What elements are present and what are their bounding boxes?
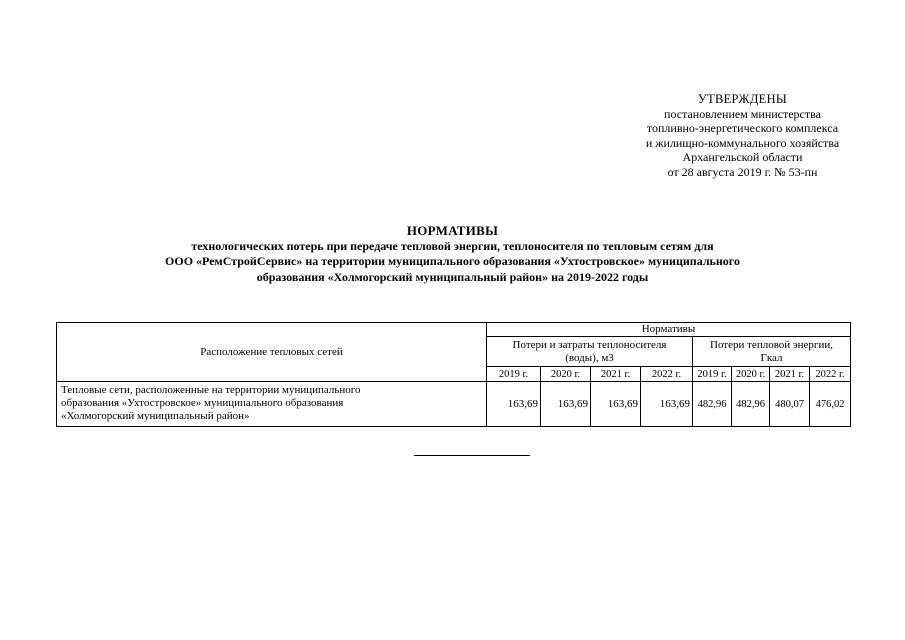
water-value-cell: 163,69 <box>487 382 541 427</box>
heat-loss-header-line: Гкал <box>760 351 783 364</box>
water-loss-header <box>487 337 693 367</box>
header-row-norms <box>57 323 851 337</box>
water-value-cell: 163,69 <box>641 382 693 427</box>
heat-loss-header-line: Потери тепловой энергии, <box>710 338 833 351</box>
water-loss-header-line: Потери и затраты теплоносителя <box>512 338 667 351</box>
table-row <box>57 382 851 427</box>
year-header: 2020 г. <box>732 367 770 382</box>
year-header: 2021 г. <box>770 367 810 382</box>
year-header: 2021 г. <box>591 367 641 382</box>
water-value-cell: 163,69 <box>541 382 591 427</box>
year-header: 2019 г. <box>693 367 732 382</box>
approval-date-line: от 28 августа 2019 г. № 53-пн <box>667 164 818 179</box>
year-header: 2020 г. <box>541 367 591 382</box>
year-header: 2019 г. <box>487 367 541 382</box>
title-heading: НОРМАТИВЫ <box>406 223 499 238</box>
heat-value-cell: 480,07 <box>770 382 810 427</box>
heat-value-cell: 482,96 <box>732 382 770 427</box>
heat-value-cell: 476,02 <box>810 382 851 427</box>
location-line: образования «Ухтостровское» муниципального образования <box>61 397 344 409</box>
heat-value-cell: 482,96 <box>693 382 732 427</box>
location-line: Тепловые сети, расположенные на территории муниципального <box>61 384 361 396</box>
title-line: технологических потерь при передаче тепловой энергии, теплоносителя по тепловым сетям для <box>191 238 714 253</box>
closing-rule <box>414 455 530 456</box>
title-line: ООО «РемСтройСервис» на территории муниципального образования «Ухтостровское» муниципального <box>165 254 740 268</box>
document-title <box>40 223 865 285</box>
year-header: 2022 г. <box>641 367 693 382</box>
title-line: образования «Холмогорский муниципальный район» на 2019-2022 годы <box>256 269 649 284</box>
approval-line: и жилищно-коммунального хозяйства <box>645 135 840 150</box>
approval-line: постановлением министерства <box>664 106 821 121</box>
location-line: «Холмогорский муниципальный район» <box>61 410 250 422</box>
approval-stamp <box>600 92 885 179</box>
approved-label: УТВЕРЖДЕНЫ <box>697 92 788 106</box>
water-loss-header-line: (воды), м3 <box>565 351 614 364</box>
norms-header: Нормативы <box>487 323 851 337</box>
approval-line: топливно-энергетического комплекса <box>646 121 839 135</box>
year-header: 2022 г. <box>810 367 851 382</box>
approval-line: Архангельской области <box>682 150 803 164</box>
location-header: Расположение тепловых сетей <box>57 323 487 382</box>
norms-table <box>56 322 851 427</box>
water-value-cell: 163,69 <box>591 382 641 427</box>
location-cell <box>57 382 487 427</box>
heat-loss-header <box>693 337 851 367</box>
